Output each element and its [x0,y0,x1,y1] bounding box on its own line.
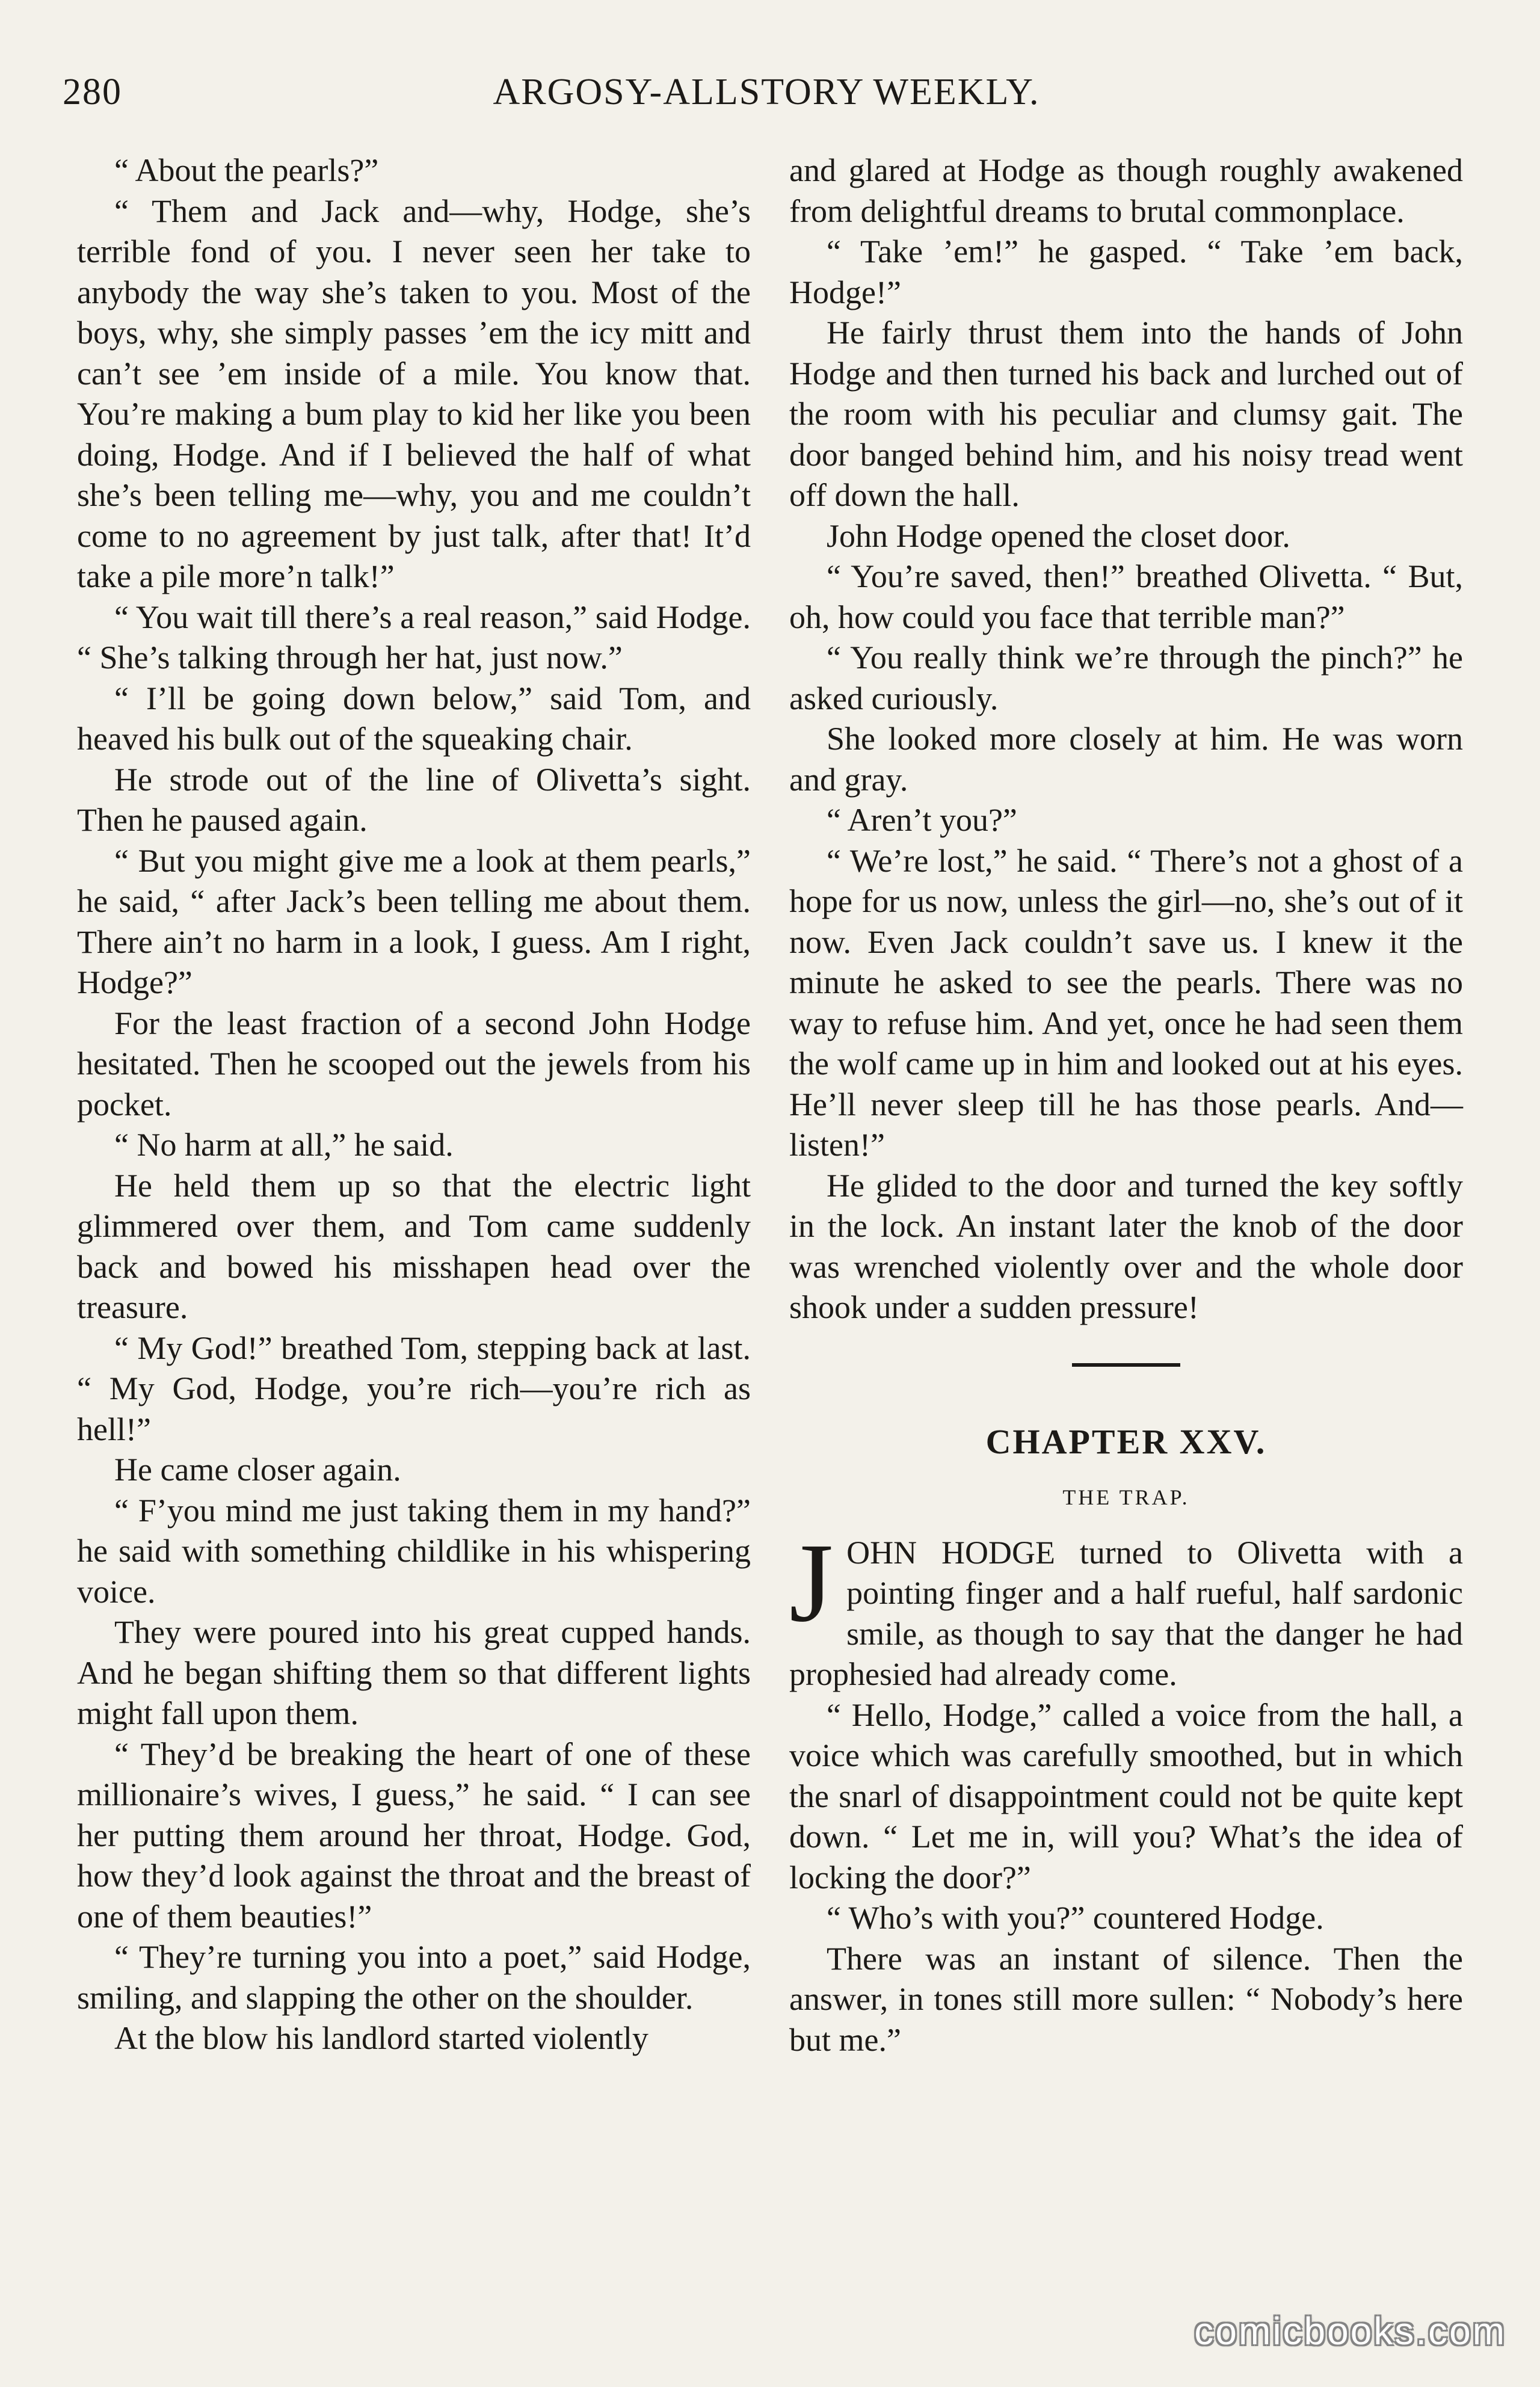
paragraph: “ I’ll be going down below,” said Tom, and heaved his bulk out of the squeaking chair. [77,680,751,757]
paragraph: “ Aren’t you?” [827,802,1017,838]
drop-cap: J [789,1519,834,1645]
paragraph: “ No harm at all,” he said. [114,1127,454,1163]
paragraph: He held them up so that the electric light glimmered over them, and Tom came suddenly back and bowed his misshapen head over the treasure. [77,1167,751,1325]
paragraph: For the least fraction of a second John Hodge hesitated. Then he scooped out the jewels from his pocket. [77,1005,751,1123]
paragraph: At the blow his landlord started violently [114,2020,648,2056]
paragraph: John Hodge opened the closet door. [827,517,1290,554]
paragraph: “ Who’s with you?” countered Hodge. [827,1900,1324,1936]
opening-text: OHN HODGE turned to Olivetta with a pointing finger and a half rueful, half sardonic smile, as though to say that the danger he had prophesied had already come. [789,1534,1463,1692]
right-column [789,150,1463,2060]
paragraph: He strode out of the line of Olivetta’s sight. Then he paused again. [77,761,751,838]
paragraph: He glided to the door and turned the key softly in the lock. An instant later the knob of the door was wrenched violently over and the whole door shook under a sudden pressure! [789,1167,1463,1325]
paragraph: He fairly thrust them into the hands of John Hodge and then turned his back and lurched out of the room with his peculiar and clumsy gait. The door banged behind him, and his noisy tread went off down the hall. [789,315,1463,513]
paragraph: She looked more closely at him. He was worn and gray. [789,721,1463,798]
paragraph: “ Hello, Hodge,” called a voice from the hall, a voice which was carefully smoothed, but in which the snarl of disappointment could not be quite kept down. “ Let me in, will you? What’s the idea of locking the door?” [789,1696,1463,1896]
paragraph: They were poured into his great cupped hands. And he began shifting them so that different lights might fall upon them. [77,1614,751,1731]
paragraph: “ You’re saved, then!” breathed Olivetta. “ But, oh, how could you face that terrible man?” [789,558,1463,635]
paragraph: He came closer again. [114,1452,401,1488]
chapter-subtitle: THE TRAP. [1062,1485,1190,1509]
page-number: 280 [63,72,122,112]
chapter-title: CHAPTER XXV. [985,1421,1267,1461]
paragraph: “ They’d be breaking the heart of one of these millionaire’s wives, I guess,” he said. “ I can see her putting them around her throat, Hodge. God, how they’d look against the throat and the breast of one of them beauties!” [77,1736,751,1935]
paragraph: “ They’re turning you into a poet,” said Hodge, smiling, and slapping the other on the shoulder. [77,1939,751,2016]
paragraph: “ You wait till there’s a real reason,” said Hodge. “ She’s talking through her hat, just now.” [77,599,751,676]
paragraph: “ You really think we’re through the pinch?” he asked curiously. [789,639,1463,716]
chapter-opening-paragraph [789,1519,1463,1695]
paragraph: “ F’you mind me just taking them in my hand?” he said with something childlike in his whispering voice. [77,1492,751,1610]
paragraph: “ We’re lost,” he said. “ There’s not a ghost of a hope for us now, unless the girl—no, she’s out of it now. Even Jack couldn’t save us. I knew it the minute he asked to see the pearls. There was no way to refuse him. And yet, once he had seen them the wolf came up in him and looked out at his eyes. He’ll never sleep till he has those pearls. And—listen!” [789,842,1463,1163]
paragraph: “ Take ’em!” he gasped. “ Take ’em back, Hodge!” [789,233,1463,310]
paragraph: “ Them and Jack and—why, Hodge, she’s terrible fond of you. I never seen her take to anybody the way she’s taken to you. Most of the boys, why, she simply passes ’em the icy mitt and can’t see ’em inside of a mile. You know that. You’re making a bum play to kid her like you been doing, Hodge. And if I believed the half of what she’s been telling me—why, you and me couldn’t come to no agreement by just talk, after that! It’d take a pile more’n talk!” [77,192,751,594]
paragraph: There was an instant of silence. Then the answer, in tones still more sullen: “ Nobody’s here but me.” [789,1940,1463,2058]
section-separator-rule [1072,1363,1180,1367]
paragraph: and glared at Hodge as though roughly awakened from delightful dreams to brutal commonplace. [789,152,1463,229]
paragraph: “ But you might give me a look at them pearls,” he said, “ after Jack’s been telling me about them. There ain’t no harm in a look, I guess. Am I right, Hodge?” [77,842,751,1000]
paragraph: “ About the pearls?” [114,152,379,188]
page-header [63,71,1470,125]
paragraph: “ My God!” breathed Tom, stepping back at last. “ My God, Hodge, you’re rich—you’re rich as hell!” [77,1329,751,1447]
watermark: comicbooks.com [1194,2309,1506,2353]
running-head: ARGOSY-ALLSTORY WEEKLY. [493,72,1040,112]
left-column [77,150,751,2059]
